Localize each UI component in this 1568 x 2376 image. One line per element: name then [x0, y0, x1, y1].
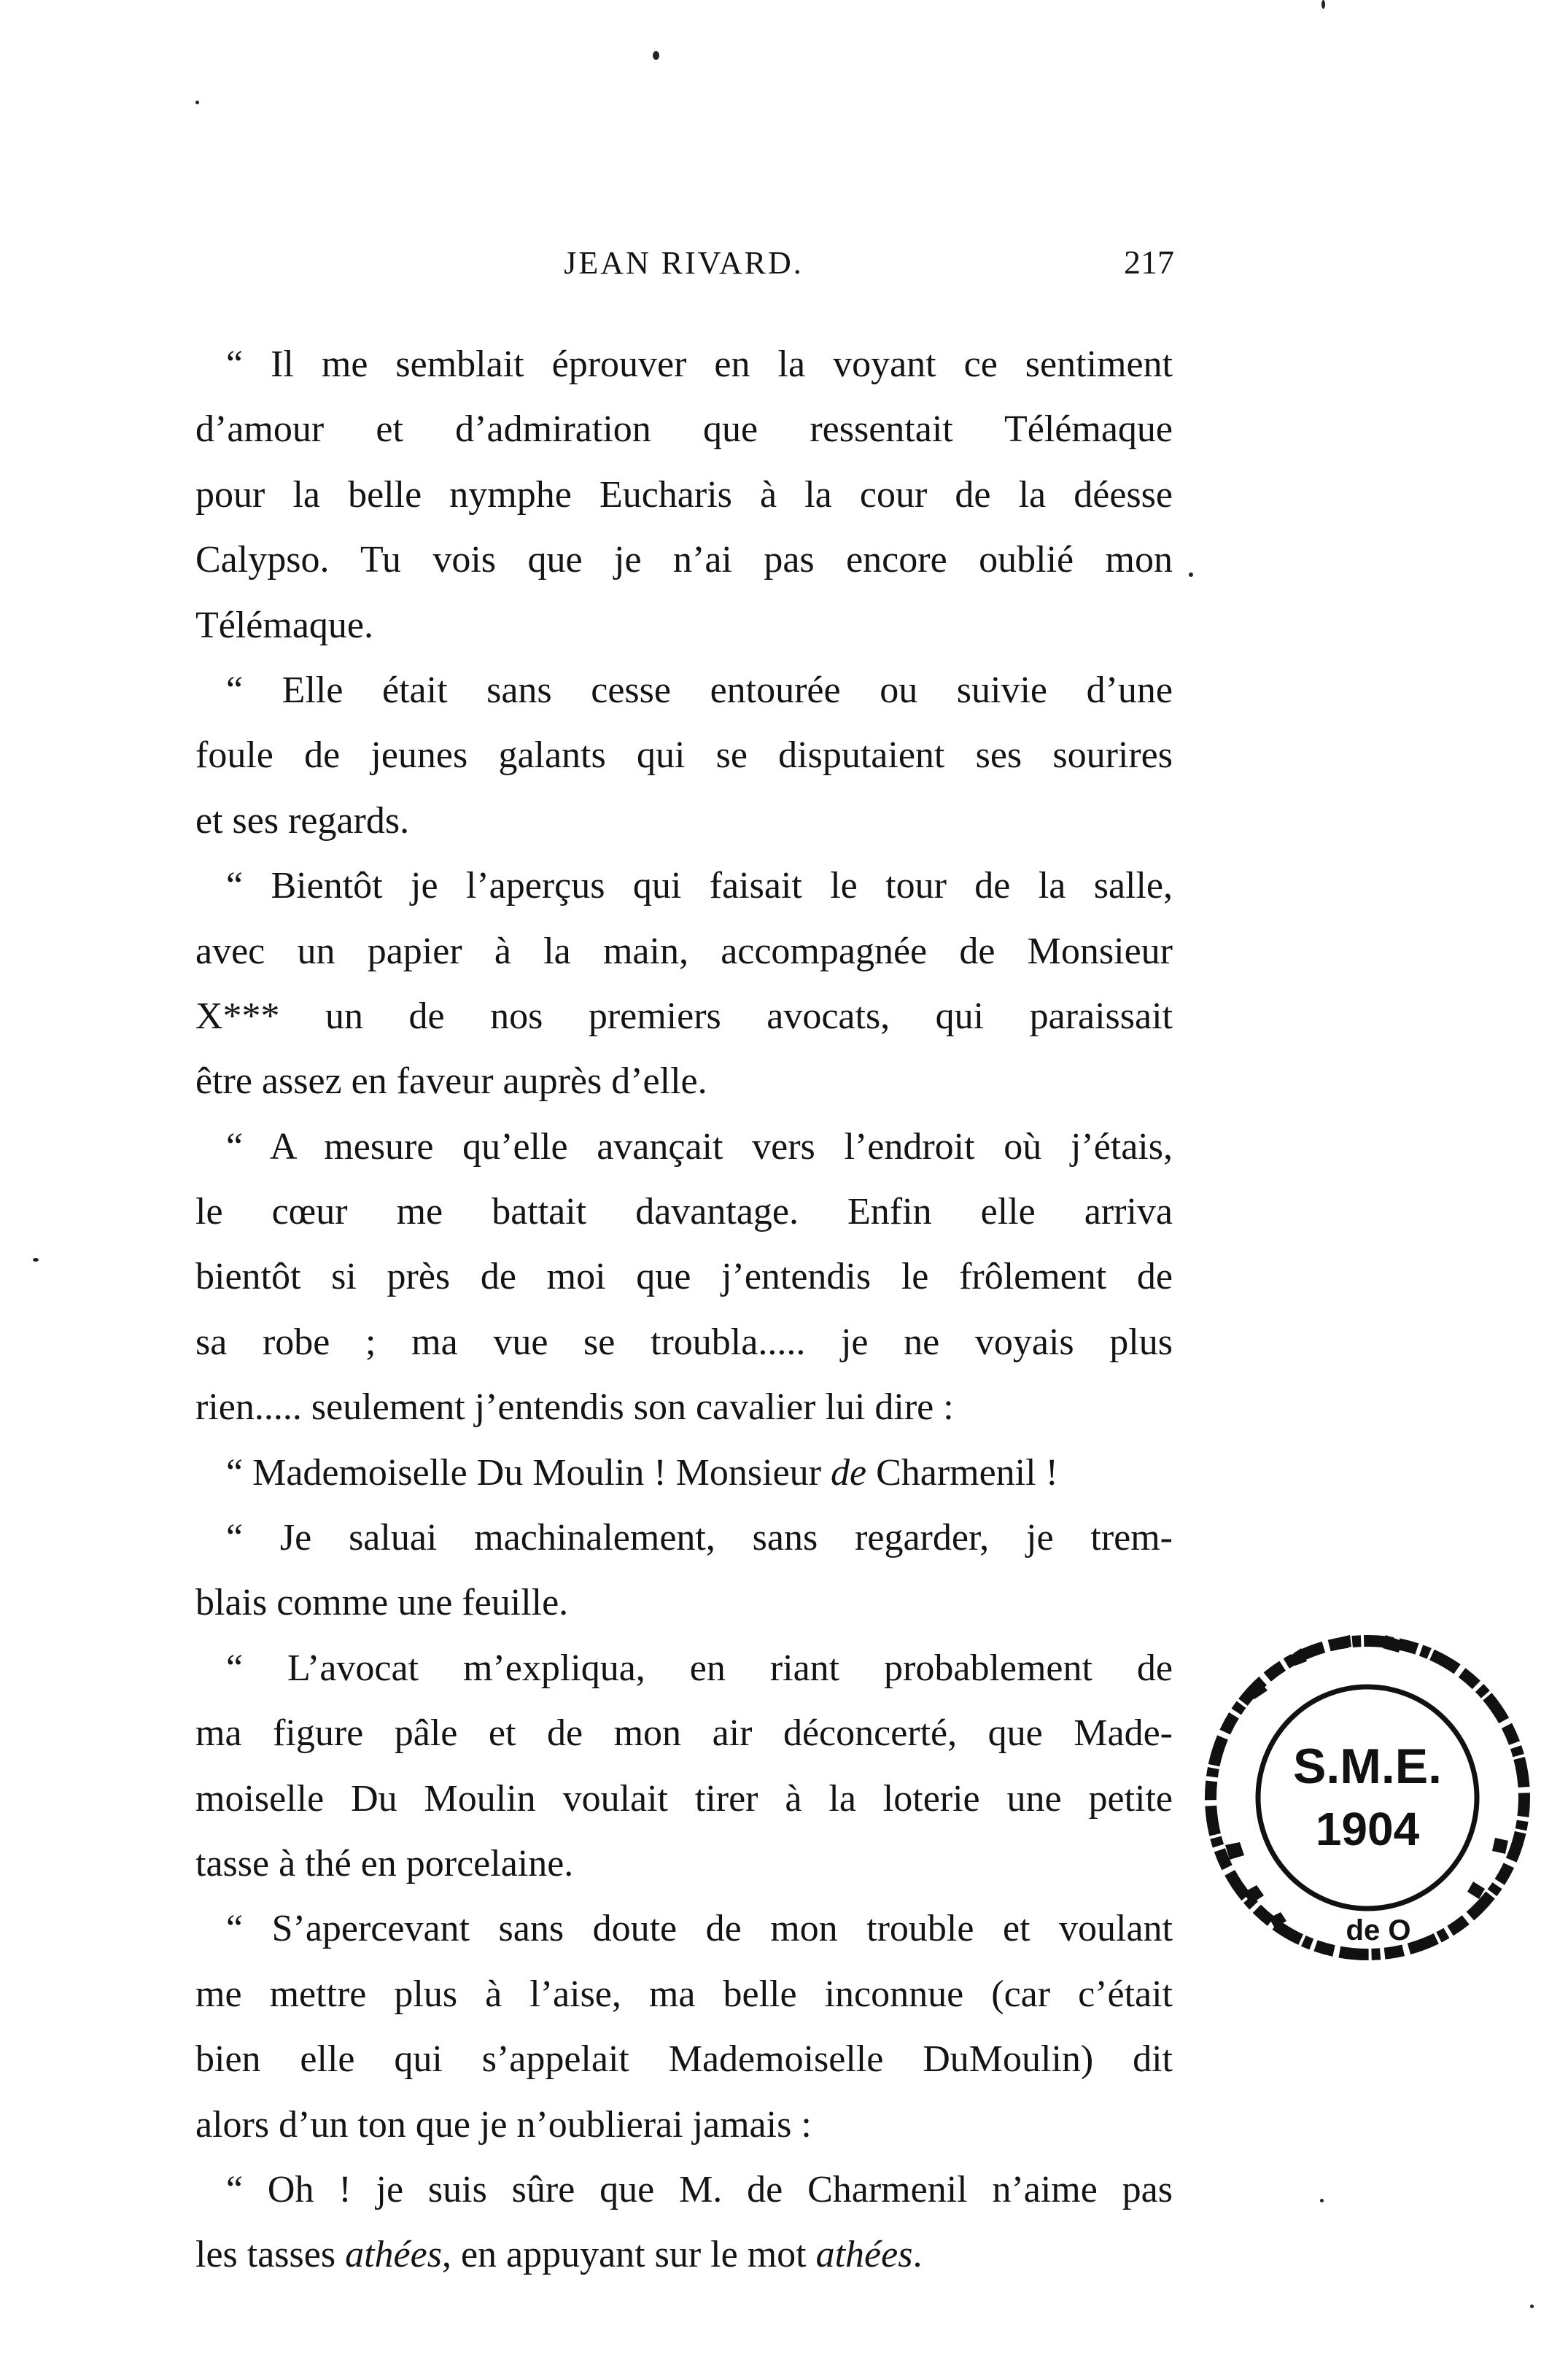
text-line: pour la belle nymphe Eucharis à la cour de la déesse: [195, 473, 1173, 516]
text-line: “ L’avocat m’expliqua, en riant probablement de: [226, 1647, 1173, 1689]
stamp-line1: S.M.E.: [1292, 1739, 1443, 1794]
text-line: sa robe ; ma vue se troubla..... je ne voyais plus: [195, 1321, 1173, 1363]
text-line: ma figure pâle et de mon air déconcerté, que Made-: [195, 1712, 1173, 1755]
text-line: Télémaque.: [195, 604, 373, 646]
body-text: [195, 332, 1173, 2288]
text-line: X*** un de nos premiers avocats, qui paraissait: [195, 995, 1173, 1037]
library-stamp: [1181, 1604, 1561, 1991]
speck-mark: [1189, 572, 1193, 577]
text-segment: , en appuyant sur le mot: [441, 2234, 816, 2276]
text-segment: Charmenil !: [866, 1451, 1058, 1494]
text-line: rien..... seulement j’entendis son cavalier lui dire :: [195, 1386, 954, 1429]
text-line: et ses regards.: [195, 799, 410, 842]
text-line: “ Je saluai machinalement, sans regarder, je trem-: [226, 1517, 1173, 1559]
speck-mark: [33, 1258, 39, 1262]
text-line: [195, 2222, 1173, 2287]
text-line: bientôt si près de moi que j’entendis le frôlement de: [195, 1256, 1173, 1298]
text-line: d’amour et d’admiration que ressentait Télémaque: [195, 408, 1173, 451]
page-number: 217: [1124, 244, 1174, 281]
text-line: blais comme une feuille.: [195, 1582, 569, 1624]
speck-mark: [1320, 2199, 1324, 2202]
stamp-line2: 1904: [1315, 1803, 1420, 1855]
text-line: alors d’un ton que je n’oublierai jamais :: [195, 2103, 812, 2146]
page-header: [197, 244, 1174, 288]
text-line: “ S’apercevant sans doute de mon trouble et voulant: [226, 1908, 1173, 1950]
text-segment: les tasses: [195, 2234, 346, 2276]
text-line: avec un papier à la main, accompagnée de Monsieur: [195, 930, 1173, 972]
text-line: [195, 1440, 1173, 1505]
italic-word: athées: [345, 2234, 442, 2276]
stamp-arc-text: de O: [1346, 1914, 1411, 1946]
speck-mark: [1321, 0, 1325, 9]
text-segment: “ Mademoiselle Du Moulin ! Monsieur: [226, 1451, 831, 1494]
text-line: le cœur me battait davantage. Enfin elle arriva: [195, 1191, 1173, 1233]
italic-word: de: [830, 1451, 867, 1494]
speck-mark: [195, 101, 199, 104]
text-line: “ Oh ! je suis sûre que M. de Charmenil n’aime pas: [226, 2168, 1173, 2210]
speck-mark: [653, 51, 659, 60]
text-line: “ Il me semblait éprouver en la voyant ce sentiment: [226, 343, 1173, 385]
text-line: “ Elle était sans cesse entourée ou suivie d’une: [226, 669, 1173, 711]
running-title: JEAN RIVARD.: [564, 245, 804, 281]
speck-mark: [1530, 2305, 1534, 2308]
text-line: être assez en faveur auprès d’elle.: [195, 1060, 707, 1103]
text-line: moiselle Du Moulin voulait tirer à la loterie une petite: [195, 1777, 1173, 1820]
text-segment: .: [912, 2234, 923, 2276]
text-line: tasse à thé en porcelaine.: [195, 1842, 574, 1884]
text-line: foule de jeunes galants qui se disputaient ses sourires: [195, 734, 1173, 777]
text-line: “ Bientôt je l’aperçus qui faisait le tour de la salle,: [226, 865, 1173, 907]
italic-word: athées: [815, 2234, 913, 2276]
text-line: Calypso. Tu vois que je n’ai pas encore oublié mon: [195, 539, 1173, 581]
stamp-graphic: [1181, 1604, 1561, 1991]
text-line: bien elle qui s’appelait Mademoiselle DuMoulin) dit: [195, 2038, 1173, 2081]
text-line: “ A mesure qu’elle avançait vers l’endroit où j’étais,: [226, 1125, 1173, 1168]
text-line: me mettre plus à l’aise, ma belle inconnue (car c’était: [195, 1973, 1173, 2015]
